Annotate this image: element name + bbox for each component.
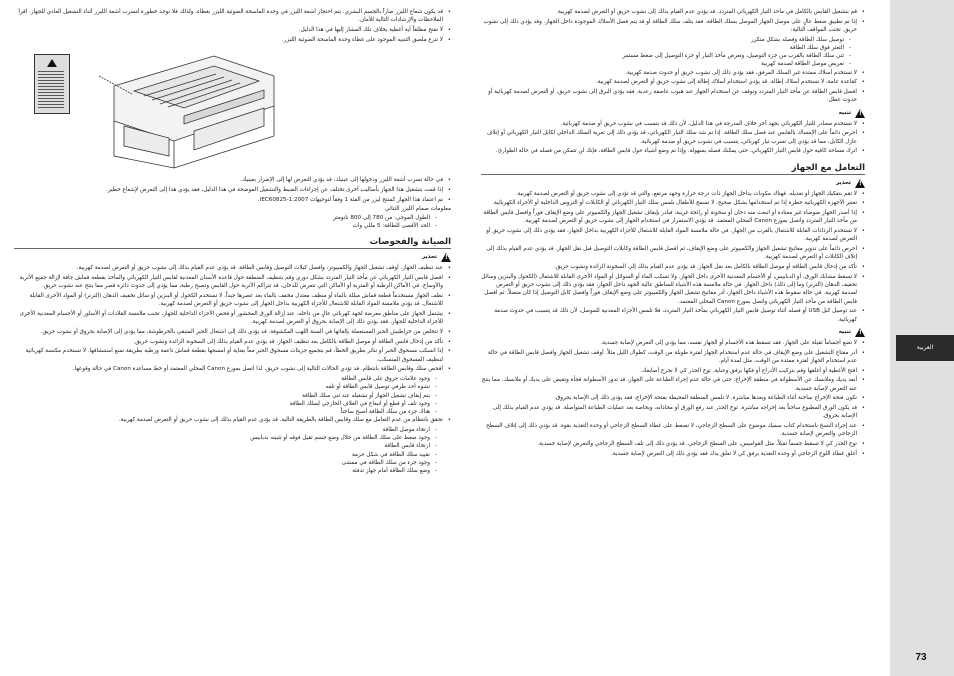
list-item: • إذا تم تطبيق ضغط عالٍ على موصل الجهاز الموصل بسلك الطاقة، فقد يتلف سلك الطاقة أو قد يتم فصل الأسلاك الموجودة داخل الجهاز. وقد يؤدي ذلك إلى نشوب حريق. تجنب المواقف التالية: xyxy=(481,18,865,34)
warning-icon: ! xyxy=(855,179,865,188)
sub-item: - تقييد سلك الطاقة في شكل حزمة xyxy=(14,451,437,459)
power-caution xyxy=(481,109,865,118)
list-item: • تكون فتحة الإخراج ساخنة أثناء الطباعة وبعدها مباشرة. لا تلمس المنطقة المحيطة بفتحة الإخراج، فقد يؤدي ذلك إلى الإصابة بحروق. xyxy=(481,394,865,402)
power-caution-list xyxy=(481,120,865,156)
list-item: • قد يكون شعاع الليزر ضاراً بالجسم البشري. يتم احتجاز أشعة الليزر في وحدة الماسحة الضوئية الليزر بغطاء، ولذلك فلا توجد خطورة لتسرب أشعة الليزر أثناء التشغيل العادي للجهاز. اقرأ الملاحظات والإرشادات التالية للأمان. xyxy=(14,8,451,24)
warning-label: تحذير xyxy=(422,254,437,261)
left-column xyxy=(14,8,451,668)
sub-item: - وجود ضغط على سلك الطاقة من خلال وضع جسم ثقيل فوقه أو تثبيته بدبابيس xyxy=(14,434,437,442)
list-item: • لا تضع أجساماً ثقيلة على الجهاز. فقد تسقط هذه الأجسام أو الجهاز نفسه، مما يؤدي إلى التعرض لإصابة جسدية. xyxy=(481,339,865,347)
caution-icon: ! xyxy=(855,109,865,118)
list-item: • افحص سلك وقابس الطاقة بانتظام. قد تؤدي الحالات التالية إلى نشوب حريق، لذا اتصل بموزع Canon المحلي المعتمد أو خط مساعدة Canon في حالة وقوعها. xyxy=(14,365,451,373)
list-item: • أبعد يديك وملابسك عن الأسطوانة في منطقة الإخراج. حتى في حالة عدم إجراء الطباعة على الجهاز، قد تدور الأسطوانة فجأة وتقبض على يديك أو ملابسك، مما ينتج عنه التعرض لإصابة جسدية. xyxy=(481,376,865,392)
maintenance-sublist-2 xyxy=(14,426,451,475)
list-item: • لا تفتح مطلقاً أية أغطية بخلاف تلك المشار إليها في هذا الدليل. xyxy=(14,26,451,34)
right-column xyxy=(481,8,865,668)
warning-triangle-icon xyxy=(47,59,57,67)
warning-label: تحذير xyxy=(836,180,851,186)
sub-item: - وجود تلف أو قطع أو انبعاج في الغلاف الخارجي لسلك الطاقة xyxy=(14,400,437,408)
list-item: • قد يكون الورق المطبوع ساخناً بعد إخراجه مباشرة. توخ الحذر عند رفع الورق أو محاذاته، وبخاصة بعد عمليات الطباعة المتواصلة. قد يؤدي عدم القيام بذلك إلى الإصابة بحروق. xyxy=(481,404,865,420)
list-item: • لا تقم بتفكيك الجهاز أو تعديله. فهناك مكونات بداخل الجهاز ذات درجة حرارة وجهد مرتفع، والتي قد تؤدي إلى نشوب حريق أو التعرض لصدمة كهربية. xyxy=(481,190,865,198)
list-item: • تأكد من إدخال قابس الطاقة أو موصل الطاقة بالكامل بعد تنظيف الجهاز. قد يؤدي عدم القيام بذلك إلى السخونة الزائدة ونشوب حريق. xyxy=(14,338,451,346)
handling-heading: التعامل مع الجهاز xyxy=(481,162,865,175)
list-item: • عند تنظيف الجهاز، أوقف تشغيل الجهاز والكمبيوتر، وافصل كبلات التوصيل وقابس الطاقة. قد يؤدي عدم القيام بذلك إلى نشوب حريق أو التعرض لصدمة كهربية. xyxy=(14,264,451,272)
list-item: • لا تستخدم الرذاذات القابلة للاشتعال بالقرب من الجهاز. في حالة ملامسة المواد القابلة للاشتعال للأجزاء الكهربية بداخل الجهاز، فقد يؤدي ذلك إلى نشوب حريق أو التعرض لصدمة كهربية. xyxy=(481,227,865,243)
power-safety-list xyxy=(481,8,865,34)
sub-item: - هناك جزء من سلك الطاقة أصبح ساخناً xyxy=(14,408,437,416)
sub-item: - وجود جزء من سلك الطاقة في ممشى xyxy=(14,459,437,467)
list-item: • عند توصيل كبل USB أو فصله أثناء توصيل قابس التيار الكهربائي بمأخذ التيار المتردد، فلا تلمس الأجزاء المعدنية للموصل، لأن ذلك قد يتسبب في حدوث صدمة كهربائية. xyxy=(481,307,865,323)
laser-warning-figure xyxy=(34,46,284,172)
caution-label: تنبيه xyxy=(838,329,851,336)
list-item: • نظف الجهاز مستخدماً قطعة قماش مبللة بالماء أو منظف معتدل مخفف بالماء بعد عصرها جيداً. لا تستخدم الكحول أو البنزين أو سائل تخفيف الدهان (الترنر) أو المواد الأخرى القابلة للاشتعال. قد يؤدي ملامسة المواد القابلة للاشتعال للأجزاء الكهربية بداخل الجهاز إلى نشوب حريق أو التعرض لصدمة كهربية. xyxy=(14,292,451,308)
maintenance-heading: الصيانة والفحوصات xyxy=(14,236,451,249)
list-item: • تحقق بانتظام من عدم التعامل مع سلك وقابس الطاقة بالطريقة التالية. قد يؤدي عدم القيام بذلك إلى نشوب حريق أو التعرض لصدمة كهربية. xyxy=(14,416,451,424)
handling-list xyxy=(481,190,865,324)
handling-caution-list xyxy=(481,339,865,458)
list-item: • احرص دائماً على الإمساك بالقابس عند فصل سلك الطاقة. إذا تم شد سلك التيار الكهربائي، قد يؤدي ذلك إلى تعرية السلك الداخلي لكابل التيار الكهربائي أو إتلاف عازل الكابل، مما قد يؤدي إلى تسرب تيار كهربائي، يتسبب في نشوب حريق أو صدمة كهربائية. xyxy=(481,129,865,145)
list-item: • توخ الحذر كي لا تسقط جسماً ثقيلاً، مثل القواميس، على السطح الزجاجي. قد يؤدي ذلك إلى تلف السطح الزجاجي والتعرض لإصابة جسدية. xyxy=(481,440,865,448)
sub-item: - يتم إيقاف تشغيل الجهاز أو تشغيله عند ثني سلك الطاقة xyxy=(14,392,437,400)
laser-warning-label xyxy=(34,54,70,114)
list-item: • لا تستخدم مصادر للتيار الكهربائي بجهد آخر خلاف المدرجة في هذا الدليل، لأن ذلك قد يتسبب في نشوب حريق أو صدمة كهربائية. xyxy=(481,120,865,128)
list-item: • تأكد من إدخال قابس الطاقة أو موصل الطاقة بالكامل بعد نقل الجهاز. قد يؤدي عدم القيام بذلك إلى السخونة الزائدة ونشوب حريق. xyxy=(481,263,865,271)
list-item: • إذا قمت بتشغيل هذا الجهاز بأساليب أخرى تختلف عن إجراءات الضبط والتشغيل الموضحة في هذا الدليل، فقد يؤدي هذا إلى التعرض لإشعاع خطير. xyxy=(14,186,451,194)
sub-item: - تشوه أحد طرفي توصيل قابس الطاقة أو تلفه xyxy=(14,383,437,391)
list-item: • في حالة تسرب أشعة الليزر ودخولها إلى عينيك، قد يؤدي التعرض لها إلى الإضرار بعينيك. xyxy=(14,176,451,184)
maintenance-list xyxy=(14,264,451,374)
list-item: • احرص دائماً على تدوير مفاتيح تشغيل الجهاز والكمبيوتر على وضع الإيقاف، ثم افصل قابس الطاقة وكابلات التوصيل قبل نقل الجهاز. قد يؤدي عدم القيام بذلك إلى إتلاف الكابلات أو التعرض لصدمة كهربية. xyxy=(481,245,865,261)
scanner-unit-illustration xyxy=(94,46,284,170)
laser-specs-list xyxy=(14,214,451,230)
list-item: • إذا انسكب مسحوق الحبر أو تناثر بطريق الخطأ، قم بتجميع جزيئات مسحوق الحبر معاً بعناية أو امسحها بقطعة قماش ناعمة ورطبة بطريقة تمنع استنشاقها. لا تستخدم مكنسة كهربائية لتنظيف المسحوق المنسكب. xyxy=(14,347,451,363)
sub-item: - التعثر فوق سلك الطاقة xyxy=(481,44,851,52)
sub-item: - ثني سلك الطاقة بالقرب من جزء التوصيل، وتعرض مأخذ التيار أو جزء التوصيل إلى ضغط مستمر xyxy=(481,52,851,60)
list-item: • لا تتخلص من خراطيش الحبر المستعملة بإلقائها في ألسنة اللهب المكشوفة. قد يؤدي ذلك إلى اشتعال الحبر المتبقي بالخرطوشة، مما يؤدي إلى الإصابة بحروق أو نشوب حريق. xyxy=(14,328,451,336)
list-item: • إذا أصدر الجهاز ضوضاء غير معتادة أو انبعث منه دخان أو سخونة أو رائحة غريبة، فبادر بإيقاف تشغيل الجهاز والكمبيوتر على وضع الإيقاف فوراً وافصل قابس الطاقة من مأخذ التيار المتردد واتصل بموزع Canon المحلي المعتمد. قد يؤدي الاستمرار في استخدام الجهاز إلى نشوب حريق أو التعرض لصدمة كهربية. xyxy=(481,209,865,225)
page-number: 73 xyxy=(915,652,927,663)
list-item: • يشتمل الجهاز على مناطق معرضة لجهد كهربائي عالٍ من داخله. عند إزالة الورق المحشور أو فحص الأجزاء الداخلية للجهاز، تجنب ملامسة القلادات أو الأساور أو الأجسام المعدنية الأخرى للأجزاء الداخلية للجهاز، فقد يؤدي ذلك إلى الإصابة بحروق أو التعرض لصدمة كهربية. xyxy=(14,310,451,326)
sub-item: - وضع سلك الطاقة أمام جهاز تدفئة xyxy=(14,467,437,475)
list-item: • لا تسقط مشابك الورق، أو الدبابيس، أو الأجسام المعدنية الأخرى داخل الجهاز. ولا تسكب الماء أو السوائل أو المواد الأخرى القابلة للاشتعال (الكحول والبنزين وسائل تخفيف الدهان (الترنر) وما إلى ذلك) داخل الجهاز. في حالة ملامسة هذه الأشياء للمناطق عالية الجهد داخل الجهاز، فقد يؤدي ذلك إلى نشوب حريق أو التعرض لصدمة كهربية. في حالة سقوط هذه الأشياء داخل الجهاز، أدر مفاتيح تشغيل الجهاز والكمبيوتر على وضع الإيقاف فوراً وافصل كابل التوصيل إذا كان متصلاً. ثم افصل قابس الطاقة من مأخذ التيار الكهربائي واتصل بموزع Canon المحلي المعتمد. xyxy=(481,273,865,306)
power-safety-list-2 xyxy=(481,69,865,105)
sub-item: - وجود علامات حروق على قابس الطاقة xyxy=(14,375,437,383)
spec-item: - الطول الموجي: من 780 إلى 800 نانومتر xyxy=(14,214,437,222)
list-item: • تعتبر الأجهزة الكهربائية خطرة إذا تم استخدامها بشكل صحيح. لا تسمح للأطفال بلمس سلك التيار الكهربائي أو الكابلات أو التروس الداخلية أو الأجزاء الكهربائية. xyxy=(481,199,865,207)
list-item: • اترك مساحة كافية حول قابس التيار الكهربائي، حتى يمكنك فصله بسهولة. وإذا تم وضع أشياء حول قابس الطاقة، فإنك لن تتمكن من فصله في حالة الطوارئ. xyxy=(481,147,865,155)
maintenance-list-2 xyxy=(14,416,451,424)
sub-item: - توصيل سلك الطاقة وفصله بشكل متكرر xyxy=(481,36,851,44)
laser-specs-title: معلومات صمام الليزر الثنائي xyxy=(384,206,451,213)
list-item: • تم اعتماد هذا الجهاز كمنتج ليزر من الفئة 1 وفقاً لتوجيهات IEC60825-1:2007. xyxy=(14,196,451,204)
laser-exposure-list xyxy=(14,176,451,204)
sub-item: - ارتخاء قابس الطاقة xyxy=(14,442,437,450)
list-item: • أدر مفتاح التشغيل على وضع الإيقاف في حالة عدم استخدام الجهاز لفترة طويلة من الوقت، كطوال الليل مثلاً. أوقف تشغيل الجهاز وافصل قابس الطاقة في حالة عدم استخدام الجهاز لفترة ممتدة من الوقت، مثل لمدة أيام. xyxy=(481,349,865,365)
list-item: • كقاعدة عامة، لا تستخدم أسلاك إطالة. قد يؤدي استخدام أسلاك إطالة إلى نشوب حريق أو التعرض لصدمة كهربية. xyxy=(481,78,865,86)
spec-item: - الحد الأقصى للطاقة: 5 مللي وات xyxy=(14,222,437,230)
list-item: • لا تنزع ملصق التنبيه الموجود على غطاء وحدة الماسحة الضوئية الليزر. xyxy=(14,36,451,44)
list-item: • افتح الأغطية أو أغلقها وقم بتركيب الأدراج أو فكها برفق وعناية. توخ الحذر كي لا تجرح أصابعك. xyxy=(481,367,865,375)
language-tab: العربية xyxy=(896,335,954,361)
laser-safety-list xyxy=(14,8,451,44)
list-item: • افصل قابس التيار الكهربائي عن مأخذ التيار المتردد بشكل دوري وقم بتنظيف المنطقة حول قاعدة الأسنان المعدنية لقابس التيار الكهربائي والمأخذ بقطعة قماش جافة لإزالة جميع الأتربة والأوساخ. في الأماكن الرطبة أو المتربة أو الأماكن التي تتعرض للدخان، قد تتراكم الأتربة حول القابس وتصبح رطبة، مما يؤدي إلى حدوث دائرة قصر مما ينتج عنه نشوب حريق. xyxy=(14,274,451,290)
maintenance-warning xyxy=(14,253,451,262)
list-item: • افصل قابس الطاقة عن مأخذ التيار المتردد وتوقف عن استخدام الجهاز عند هبوب عاصفة رعدية. فقد يؤدي البرق إلى نشوب حريق، أو التعرض لصدمة كهربائية أو حدوث عطل. xyxy=(481,88,865,104)
sub-item: - تعريض موصل الطاقة لصدمة كهربية xyxy=(481,60,851,68)
list-item: • أغلق غطاء اللوح الزجاجي أو وحدة التغذية برفق كي لا تعلق يدك فقد يؤدي ذلك إلى التعرض لإصابة جسدية. xyxy=(481,450,865,458)
handling-caution xyxy=(481,328,865,337)
caution-label: تنبيه xyxy=(838,110,851,116)
warning-icon: ! xyxy=(441,253,451,262)
power-safety-sublist xyxy=(481,36,865,69)
list-item: • عند إجراء النسخ باستخدام كتاب سميك موضوع على السطح الزجاجي، لا تضغط على غطاء السطح الزجاجي أو وحدة التغذية بقوة. قد يؤدي ذلك إلى إتلاف السطح الزجاجي والتعرض لإصابة جسدية. xyxy=(481,422,865,438)
sub-item: - ارتخاء موصل الطاقة xyxy=(14,426,437,434)
list-item: • لا تستخدم أسلاك ممتدة غير السلك المرفق، فقد يؤدي ذلك إلى نشوب حريق أو حدوث صدمة كهربية. xyxy=(481,69,865,77)
handling-warning xyxy=(481,179,865,188)
list-item: • قم بتشغيل القابس بالكامل في مأخذ التيار الكهربائي المتردد. قد يؤدي عدم القيام بذلك إلى نشوب حريق أو التعرض لصدمة كهربية. xyxy=(481,8,865,16)
maintenance-sublist xyxy=(14,375,451,416)
caution-icon: ! xyxy=(855,328,865,337)
